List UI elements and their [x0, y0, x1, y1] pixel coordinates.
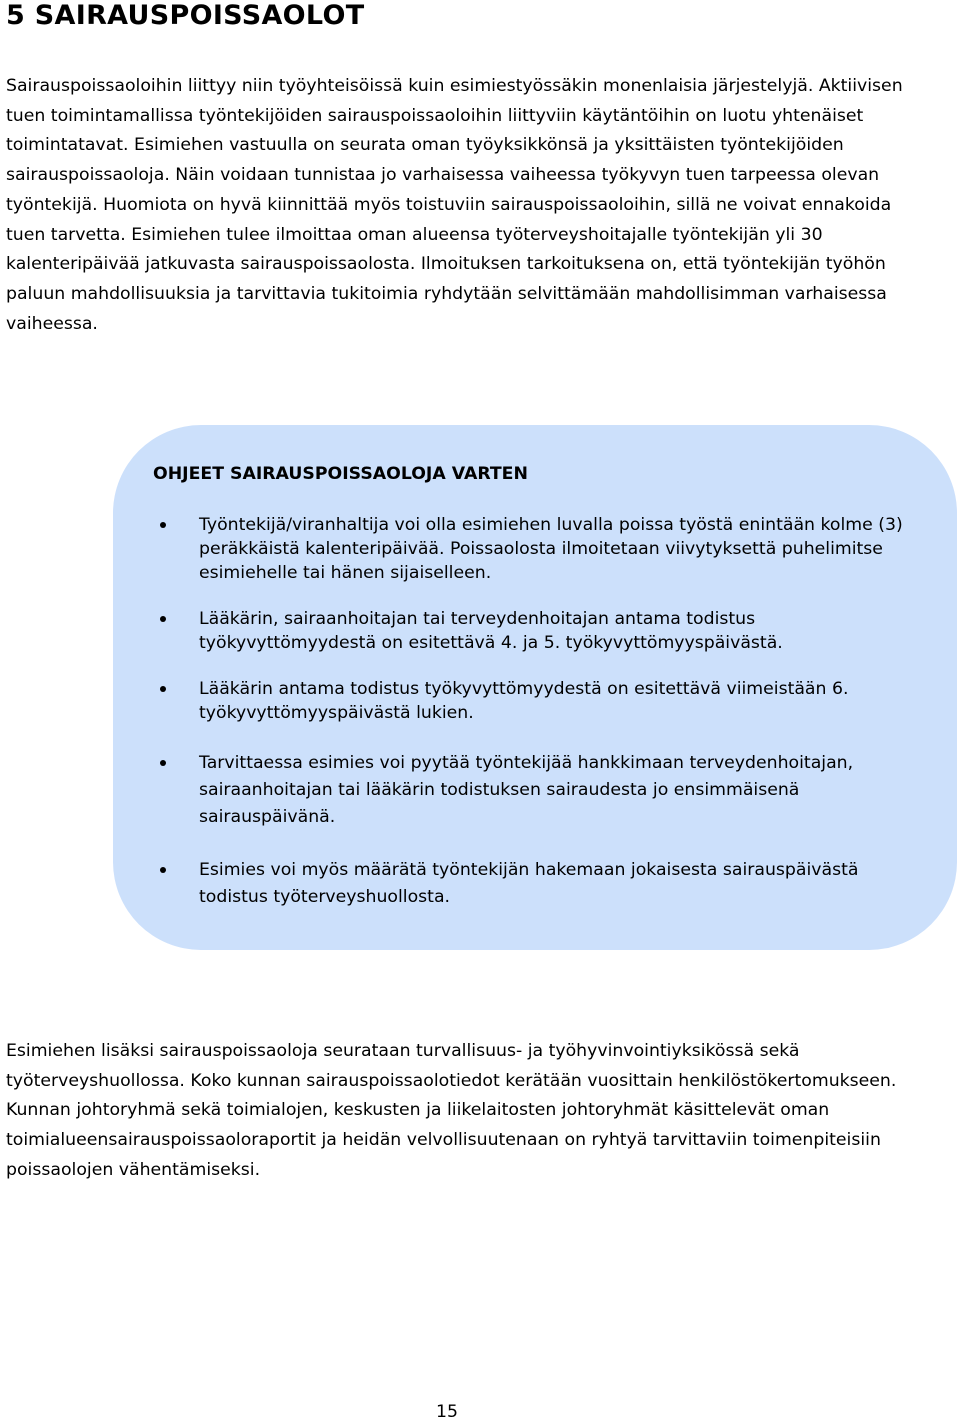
list-item	[160, 857, 920, 911]
list-item	[160, 677, 920, 725]
bullet-icon	[160, 867, 166, 873]
section-heading: 5 SAIRAUSPOISSAOLOT	[6, 0, 365, 31]
list-item	[160, 607, 920, 655]
bullet-icon	[160, 760, 166, 766]
intro-paragraph: Sairauspoissaoloihin liittyy niin työyhteisöissä kuin esimiestyössäkin monenlaisia järjestelyjä. Aktiivisen tuen toimintamallissa työntekijöiden sairauspoissaoloihin liittyviin käytäntöihin on luotu yhtenäiset toimintatavat. Esimiehen vastuulla on seurata oman työyksikkönsä ja yksittäisten työntekijöiden sairauspoissaoloja. Näin voidaan tunnistaa jo varhaisessa vaiheessa työkyvyn tuen tarpeessa olevan työntekijä. Huomiota on hyvä kiinnittää myös toistuviin sairauspoissaoloihin, sillä ne voivat ennakoida tuen tarvetta. Esimiehen tulee ilmoittaa oman alueensa työterveyshoitajalle työntekijän yli 30 kalenteripäivää jatkuvasta sairauspoissaolosta. Ilmoituksen tarkoituksena on, että työntekijän työhön paluun mahdollisuuksia ja tarvittavia tukitoimia ryhdytään selvittämään mahdollisimman varhaisessa vaiheessa.	[6, 76, 903, 334]
bullet-icon	[160, 522, 166, 528]
closing-paragraph: Esimiehen lisäksi sairauspoissaoloja seurataan turvallisuus- ja työhyvinvointiyksikössä sekä työterveyshuollossa. Koko kunnan sairauspoissaolotiedot kerätään vuosittain henkilöstökertomukseen. Kunnan johtoryhmä sekä toimialojen, keskusten ja liikelaitosten johtoryhmät käsittelevät oman toimialueensairauspoissaoloraportit ja heidän velvollisuutenaan on ryhtyä tarvittaviin toimenpiteisiin poissaolojen vähentämiseksi.	[6, 1041, 897, 1180]
instructions-title: OHJEET SAIRAUSPOISSAOLOJA VARTEN	[153, 464, 528, 484]
bullet-icon	[160, 686, 166, 692]
list-item-text: Tarvittaessa esimies voi pyytää työntekijää hankkimaan terveydenhoitajan, sairaanhoitajan tai lääkärin todistuksen sairaudesta jo ensimmäisenä sairauspäivänä.	[199, 753, 854, 827]
list-item-text: Esimies voi myös määrätä työntekijän hakemaan jokaisesta sairauspäivästä todistus työterveyshuollosta.	[199, 860, 859, 907]
list-item	[160, 750, 920, 831]
list-item-text: Lääkärin antama todistus työkyvyttömyydestä on esitettävä viimeistään 6. työkyvyttömyyspäivästä lukien.	[199, 679, 849, 723]
list-item-text: Lääkärin, sairaanhoitajan tai terveydenhoitajan antama todistus työkyvyttömyydestä on esitettävä 4. ja 5. työkyvyttömyyspäivästä.	[199, 609, 783, 653]
list-item-text: Työntekijä/viranhaltija voi olla esimiehen luvalla poissa työstä enintään kolme (3) peräkkäistä kalenteripäivää. Poissaolosta ilmoitetaan viivytyksettä puhelimitse esimiehelle tai hänen sijaiselleen.	[199, 515, 903, 583]
page-number: 15	[436, 1402, 458, 1422]
bullet-icon	[160, 616, 166, 622]
list-item	[160, 513, 920, 585]
